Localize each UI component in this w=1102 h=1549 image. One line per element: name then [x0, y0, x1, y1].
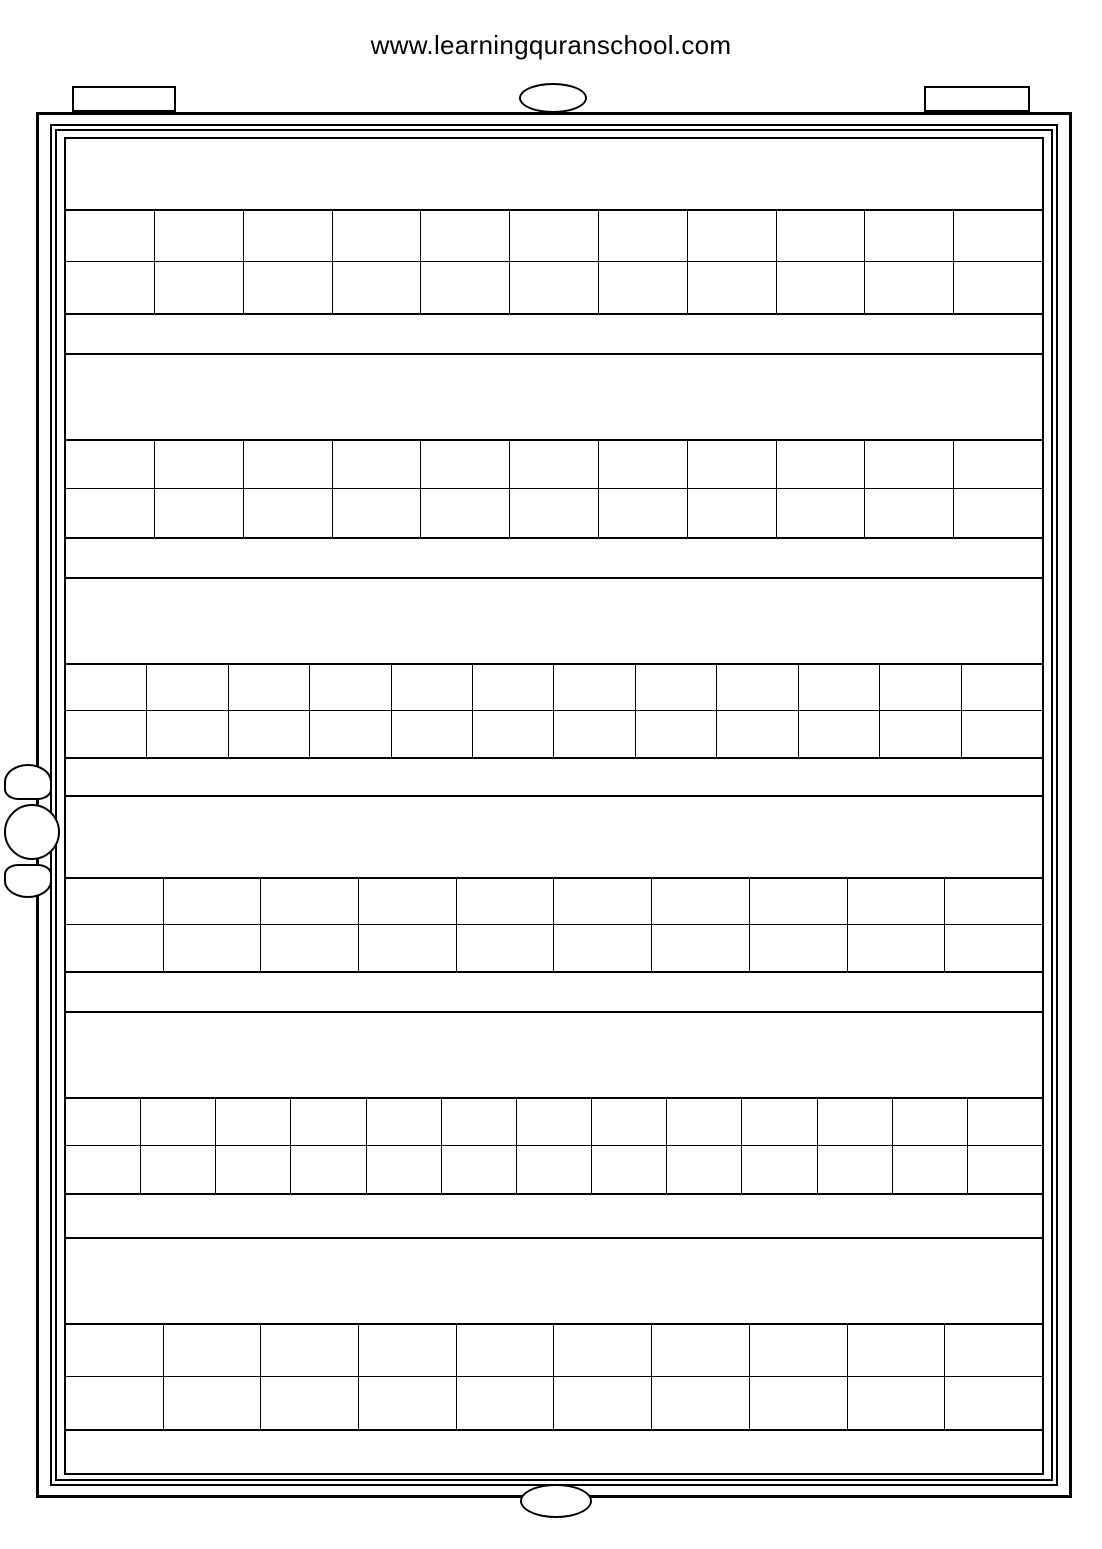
- meaning-cell: [456, 1377, 554, 1429]
- meaning-cell: [66, 489, 154, 537]
- ayah-line: [66, 797, 1042, 877]
- word-cell: [228, 665, 309, 710]
- ruku-marker-bottom: [4, 864, 52, 898]
- word-cell: [864, 211, 953, 261]
- meaning-cell: [776, 262, 865, 313]
- word-cell: [140, 1099, 215, 1145]
- word-cell: [163, 1325, 261, 1376]
- word-cell: [716, 665, 797, 710]
- meaning-cell: [163, 1377, 261, 1429]
- meaning-cell: [66, 1146, 140, 1193]
- meaning-cell: [553, 711, 634, 757]
- word-cell: [391, 665, 472, 710]
- word-cell: [154, 441, 243, 488]
- word-cell: [366, 1099, 441, 1145]
- meaning-cell: [420, 262, 509, 313]
- ruku-marker-top: [4, 764, 52, 800]
- meaning-cell: [441, 1146, 516, 1193]
- word-cell: [687, 211, 776, 261]
- meaning-cell: [228, 711, 309, 757]
- word-cell: [553, 665, 634, 710]
- meaning-cell: [598, 489, 687, 537]
- meaning-cell: [66, 1377, 163, 1429]
- meaning-cell: [749, 1377, 847, 1429]
- word-cell: [66, 211, 154, 261]
- word-cell: [66, 879, 163, 924]
- word-cell: [741, 1099, 816, 1145]
- meaning-cell: [154, 262, 243, 313]
- meaning-cell: [215, 1146, 290, 1193]
- meaning-cell: [892, 1146, 967, 1193]
- meaning-cell: [864, 489, 953, 537]
- word-cell: [598, 441, 687, 488]
- word-cell: [163, 879, 261, 924]
- meaning-cell: [944, 1377, 1042, 1429]
- meaning-cell: [456, 925, 554, 971]
- meaning-cell: [140, 1146, 215, 1193]
- meaning-cell: [66, 262, 154, 313]
- word-grid: [66, 439, 1042, 539]
- word-row: [66, 665, 1042, 711]
- meaning-cell: [944, 925, 1042, 971]
- word-grid: [66, 1097, 1042, 1195]
- word-cell: [967, 1099, 1042, 1145]
- word-cell: [290, 1099, 365, 1145]
- word-cell: [749, 879, 847, 924]
- word-grid: [66, 209, 1042, 315]
- word-cell: [553, 879, 651, 924]
- meaning-cell: [509, 489, 598, 537]
- meaning-cell: [864, 262, 953, 313]
- meaning-cell: [666, 1146, 741, 1193]
- juz-name-label: [924, 86, 1030, 112]
- meaning-cell: [309, 711, 390, 757]
- word-cell: [456, 1325, 554, 1376]
- meaning-cell: [154, 489, 243, 537]
- ruku-marker: [4, 804, 60, 860]
- word-row: [66, 1325, 1042, 1377]
- meaning-cell: [66, 711, 146, 757]
- word-cell: [243, 211, 332, 261]
- word-cell: [441, 1099, 516, 1145]
- translation-line: [66, 1431, 1042, 1475]
- meaning-cell: [776, 489, 865, 537]
- translation-line: [66, 973, 1042, 1013]
- word-row: [66, 879, 1042, 925]
- meaning-cell: [716, 711, 797, 757]
- word-cell: [243, 441, 332, 488]
- meaning-cell: [420, 489, 509, 537]
- meaning-cell: [741, 1146, 816, 1193]
- word-cell: [879, 665, 960, 710]
- word-grid: [66, 663, 1042, 759]
- word-cell: [953, 441, 1042, 488]
- meaning-cell: [687, 489, 776, 537]
- word-cell: [332, 441, 421, 488]
- meaning-cell: [260, 925, 358, 971]
- meaning-cell: [332, 489, 421, 537]
- word-cell: [776, 441, 865, 488]
- ayah-line: [66, 355, 1042, 439]
- meaning-cell: [358, 925, 456, 971]
- word-cell: [651, 879, 749, 924]
- word-cell: [798, 665, 879, 710]
- word-cell: [666, 1099, 741, 1145]
- word-cell: [332, 211, 421, 261]
- word-cell: [66, 665, 146, 710]
- ayah-line: [66, 1013, 1042, 1097]
- word-cell: [358, 1325, 456, 1376]
- word-row: [66, 211, 1042, 262]
- word-cell: [944, 879, 1042, 924]
- word-cell: [420, 211, 509, 261]
- meaning-cell: [553, 925, 651, 971]
- meaning-cell: [290, 1146, 365, 1193]
- word-cell: [509, 211, 598, 261]
- word-cell: [635, 665, 716, 710]
- word-cell: [260, 1325, 358, 1376]
- word-cell: [66, 1099, 140, 1145]
- meaning-cell: [66, 925, 163, 971]
- meaning-cell: [163, 925, 261, 971]
- meaning-cell: [635, 711, 716, 757]
- meaning-cell: [472, 711, 553, 757]
- meaning-cell: [553, 1377, 651, 1429]
- meaning-cell: [651, 925, 749, 971]
- translation-line: [66, 539, 1042, 579]
- word-cell: [420, 441, 509, 488]
- meaning-cell: [967, 1146, 1042, 1193]
- page-number: [519, 83, 587, 113]
- word-cell: [864, 441, 953, 488]
- word-cell: [472, 665, 553, 710]
- meaning-cell: [953, 489, 1042, 537]
- word-cell: [953, 211, 1042, 261]
- meaning-cell: [847, 1377, 945, 1429]
- word-cell: [358, 879, 456, 924]
- meaning-cell: [243, 262, 332, 313]
- meaning-cell: [591, 1146, 666, 1193]
- word-row: [66, 441, 1042, 489]
- translation-line: [66, 1195, 1042, 1239]
- meaning-row: [66, 1146, 1042, 1193]
- word-grid: [66, 1323, 1042, 1431]
- word-cell: [509, 441, 598, 488]
- meaning-row: [66, 489, 1042, 537]
- word-cell: [309, 665, 390, 710]
- word-cell: [66, 441, 154, 488]
- meaning-cell: [817, 1146, 892, 1193]
- word-row: [66, 1099, 1042, 1146]
- manzil-label: [520, 1484, 592, 1518]
- meaning-cell: [358, 1377, 456, 1429]
- site-url: www.learningquranschool.com: [370, 30, 732, 60]
- word-cell: [215, 1099, 290, 1145]
- translation-line: [66, 759, 1042, 797]
- meaning-cell: [391, 711, 472, 757]
- word-cell: [154, 211, 243, 261]
- word-cell: [591, 1099, 666, 1145]
- translation-line: [66, 315, 1042, 355]
- word-cell: [776, 211, 865, 261]
- meaning-cell: [146, 711, 227, 757]
- word-cell: [892, 1099, 967, 1145]
- meaning-cell: [847, 925, 945, 971]
- word-cell: [146, 665, 227, 710]
- word-cell: [817, 1099, 892, 1145]
- meaning-cell: [651, 1377, 749, 1429]
- meaning-row: [66, 262, 1042, 313]
- meaning-cell: [687, 262, 776, 313]
- word-cell: [553, 1325, 651, 1376]
- word-cell: [66, 1325, 163, 1376]
- meaning-cell: [509, 262, 598, 313]
- meaning-cell: [243, 489, 332, 537]
- meaning-row: [66, 925, 1042, 971]
- meaning-row: [66, 711, 1042, 757]
- ayah-line: [66, 139, 1042, 209]
- word-cell: [961, 665, 1042, 710]
- meaning-cell: [879, 711, 960, 757]
- word-cell: [944, 1325, 1042, 1376]
- word-cell: [847, 879, 945, 924]
- ayah-line: [66, 579, 1042, 663]
- word-cell: [847, 1325, 945, 1376]
- meaning-cell: [260, 1377, 358, 1429]
- meaning-cell: [366, 1146, 441, 1193]
- word-grid: [66, 877, 1042, 973]
- surah-name-label: [72, 86, 176, 112]
- word-cell: [456, 879, 554, 924]
- word-cell: [260, 879, 358, 924]
- word-cell: [687, 441, 776, 488]
- word-cell: [598, 211, 687, 261]
- meaning-cell: [798, 711, 879, 757]
- meaning-cell: [598, 262, 687, 313]
- meaning-cell: [953, 262, 1042, 313]
- meaning-cell: [749, 925, 847, 971]
- meaning-cell: [961, 711, 1042, 757]
- meaning-cell: [332, 262, 421, 313]
- ayah-line: [66, 1239, 1042, 1323]
- word-cell: [516, 1099, 591, 1145]
- word-cell: [749, 1325, 847, 1376]
- page-content: [64, 137, 1044, 1475]
- meaning-row: [66, 1377, 1042, 1429]
- word-cell: [651, 1325, 749, 1376]
- meaning-cell: [516, 1146, 591, 1193]
